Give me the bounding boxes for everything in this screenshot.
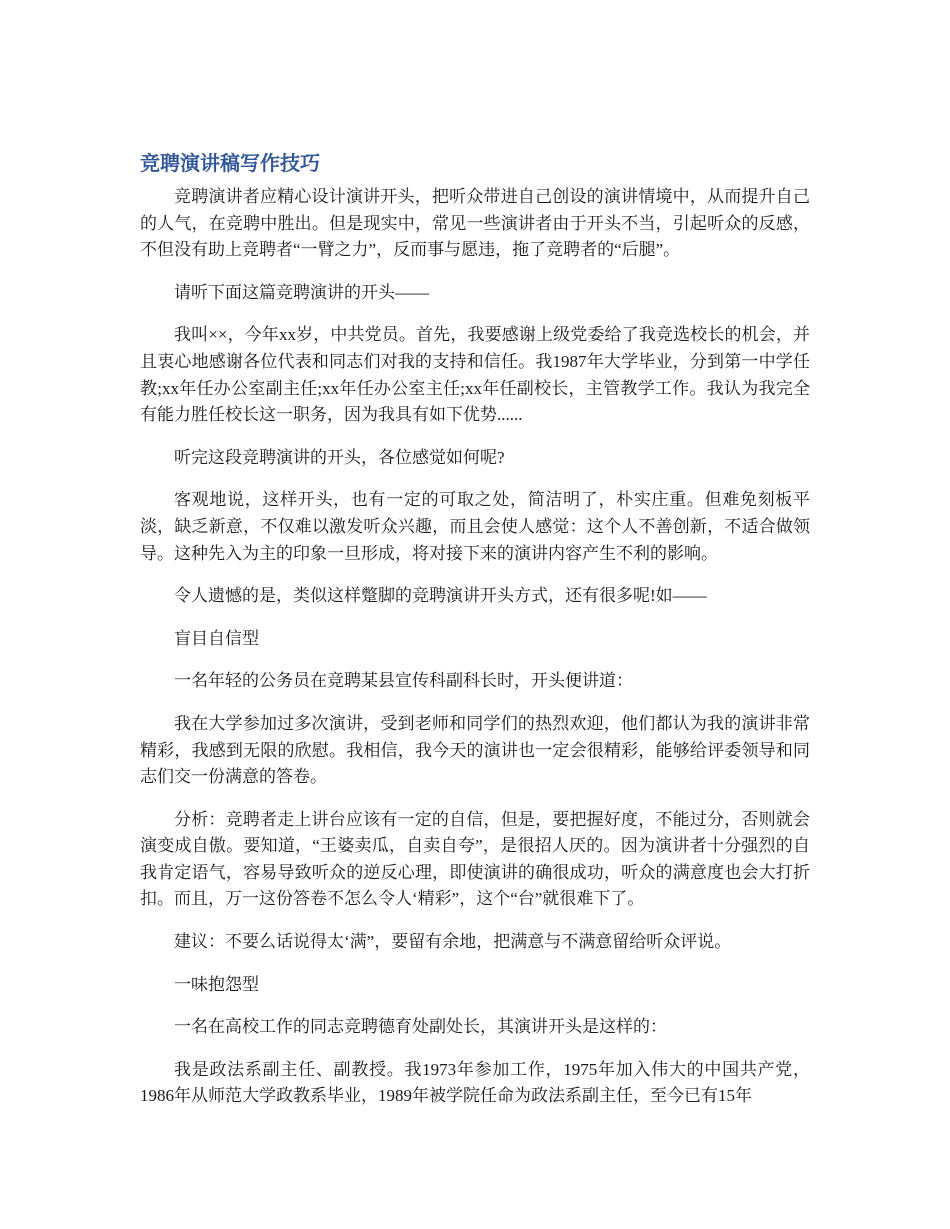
- document-title: 竞聘演讲稿写作技巧: [140, 151, 320, 175]
- section-heading: 盲目自信型: [174, 628, 259, 648]
- paragraph: 竞聘演讲者应精心设计演讲开头，把听众带进自己创设的演讲情境中，从而提升自己的人气，在竞聘中胜出。但是现实中，常见一些演讲者由于开头不当，引起听众的反感，不但没有助上竞聘者“一臂之力”，反而事与愿违，拖了竞聘者的“后腿”。: [140, 187, 810, 260]
- paragraph: 请听下面这篇竞聘演讲的开头——: [174, 282, 429, 302]
- paragraph: 听完这段竞聘演讲的开头，各位感觉如何呢?: [174, 447, 505, 467]
- paragraph: 我是政法系副主任、副教授。我1973年参加工作，1975年加入伟大的中国共产党，1986年从师范大学政教系毕业，1989年被学院任命为政法系副主任，至今已有15年: [140, 1059, 810, 1106]
- paragraph: 客观地说，这样开头，也有一定的可取之处，简洁明了，朴实庄重。但难免刻板平淡，缺乏新意，不仅难以激发听众兴趣，而且会使人感觉：这个人不善创新，不适合做领导。这种先入为主的印象一旦形成，将对接下来的演讲内容产生不利的影响。: [140, 490, 810, 563]
- document-page: [140, 148, 810, 1126]
- paragraph: 我叫××，今年xx岁，中共党员。首先，我要感谢上级党委给了我竞选校长的机会，并且衷心地感谢各位代表和同志们对我的支持和信任。我1987年大学毕业，分到第一中学任教;xx年任办公室副主任;xx年任办公室主任;xx年任副校长，主管教学工作。我认为我完全有能力胜任校长这一职务，因为我具有如下优势......: [140, 325, 810, 425]
- paragraph: 建议：不要么话说得太‘满”，要留有余地，把满意与不满意留给听众评说。: [174, 932, 732, 952]
- paragraph: 分析：竞聘者走上讲台应该有一定的自信，但是，要把握好度，不能过分，否则就会演变成自傲。要知道，“王婆卖瓜，自卖自夸”，是很招人厌的。因为演讲者十分强烈的自我肯定语气，容易导致听众的逆反心理，即使演讲的确很成功，听众的满意度也会大打折扣。而且，万一这份答卷不怎么令人‘精彩”，这个“台”就很难下了。: [140, 809, 810, 909]
- paragraph: 一名年轻的公务员在竞聘某县宣传科副科长时，开头便讲道：: [174, 671, 633, 691]
- paragraph: 一名在高校工作的同志竞聘德育处副处长，其演讲开头是这样的：: [174, 1017, 667, 1037]
- section-heading: 一味抱怨型: [174, 974, 259, 994]
- paragraph: 我在大学参加过多次演讲，受到老师和同学们的热烈欢迎，他们都认为我的演讲非常精彩，我感到无限的欣慰。我相信，我今天的演讲也一定会很精彩，能够给评委领导和同志们交一份满意的答卷。: [140, 713, 810, 787]
- paragraph: 令人遗憾的是，类似这样蹩脚的竞聘演讲开头方式，还有很多呢!如——: [174, 586, 707, 606]
